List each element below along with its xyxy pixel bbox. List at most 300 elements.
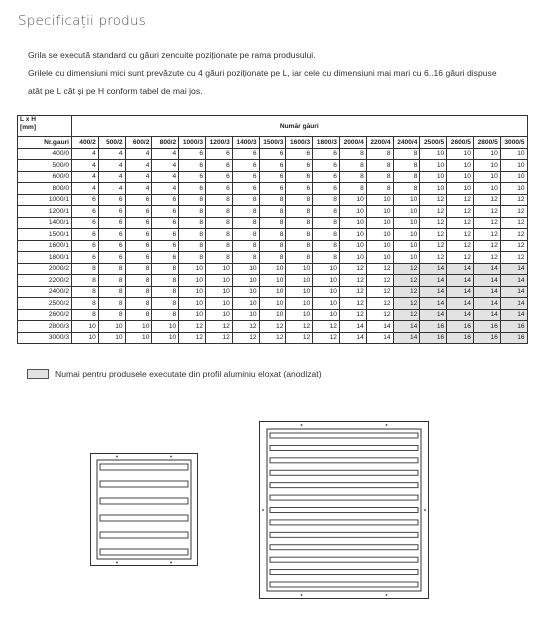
table-cell: 12 [447,240,474,252]
table-row [18,148,528,160]
mounting-hole [386,594,388,596]
table-group-header: Număr găuri [72,116,528,137]
table-cell: 12 [473,240,500,252]
table-cell: 8 [179,229,206,241]
table-row [18,298,528,310]
legend-text: Numai pentru produsele executate din profil aluminiu eloxat (anodizat) [55,369,322,379]
table-cell: 10 [205,309,232,321]
table-cell: 12 [179,332,206,344]
table-cell: 8 [286,194,313,206]
table-cell: 10 [500,171,527,183]
table-cell: 4 [72,148,99,160]
grille-slat [270,557,418,562]
grille-inner-frame [97,460,191,559]
table-cell: 16 [420,321,447,333]
grille-slat [270,445,418,450]
table-cell: 10 [313,263,340,275]
table-cell: 10 [473,148,500,160]
table-row [18,194,528,206]
table-cell: 10 [500,183,527,195]
table-cell: 12 [473,194,500,206]
table-cell: 12 [500,194,527,206]
table-cell: 4 [72,160,99,172]
table-row [18,332,528,344]
table-column-header: 3000/5 [500,137,527,149]
table-cell: 8 [259,194,286,206]
table-cell: 10 [232,309,259,321]
table-cell: 10 [152,332,179,344]
table-cell: 12 [473,252,500,264]
mounting-hole [424,509,426,511]
grille-slat [100,532,188,538]
table-column-header: 1000/3 [179,137,206,149]
table-cell: 8 [366,171,393,183]
table-cell: 10 [98,332,125,344]
table-cell: 12 [500,240,527,252]
table-column-header: 2400/4 [393,137,420,149]
table-column-header: 1500/3 [259,137,286,149]
table-cell: 10 [473,183,500,195]
table-cell: 6 [179,160,206,172]
table-cell: 10 [125,332,152,344]
paragraph-standard-holes: Grila se execută standard cu găuri zencuite poziționate pe rama produsului. [28,50,316,60]
table-cell: 10 [366,240,393,252]
table-cell: 6 [152,229,179,241]
table-cell: 12 [205,321,232,333]
table-cell: 10 [339,252,366,264]
table-row-label: 2200/2 [18,275,72,287]
table-cell: 10 [232,286,259,298]
table-row [18,263,528,275]
table-cell: 6 [313,171,340,183]
table-cell: 10 [339,229,366,241]
table-cell: 8 [232,194,259,206]
grille-slat [270,433,418,438]
table-cell: 14 [420,263,447,275]
table-row [18,217,528,229]
table-cell: 8 [72,263,99,275]
table-column-header: 1800/3 [313,137,340,149]
paragraph-hole-count: Grilele cu dimensiuni mici sunt prevăzute cu 4 găuri poziționate pe L, iar cele cu dimensiuni mai mari cu 6..16 găuri dispuse [28,68,497,78]
table-cell: 10 [339,240,366,252]
table-cell: 12 [366,286,393,298]
large-grille-drawing [259,421,429,599]
table-cell: 10 [179,275,206,287]
table-cell: 14 [420,275,447,287]
table-cell: 6 [98,252,125,264]
mounting-hole [386,424,388,426]
table-cell: 6 [259,160,286,172]
table-cell: 10 [393,252,420,264]
grille-slat [270,508,418,513]
table-cell: 8 [259,252,286,264]
table-cell: 10 [313,298,340,310]
table-cell: 8 [205,229,232,241]
table-cell: 8 [259,240,286,252]
table-cell: 14 [500,309,527,321]
table-cell: 10 [339,217,366,229]
table-row-label: 1000/1 [18,194,72,206]
grille-slat [270,570,418,575]
table-cell: 14 [339,332,366,344]
table-cell: 10 [393,206,420,218]
table-row [18,309,528,321]
table-cell: 14 [447,263,474,275]
table-cell: 8 [232,206,259,218]
table-cell: 6 [72,217,99,229]
table-cell: 12 [232,332,259,344]
table-cell: 14 [473,298,500,310]
grille-slat [270,532,418,537]
table-cell: 6 [179,171,206,183]
table-cell: 6 [286,183,313,195]
table-cell: 8 [125,309,152,321]
table-cell: 6 [98,229,125,241]
table-cell: 10 [259,275,286,287]
table-cell: 12 [420,240,447,252]
table-cell: 10 [313,275,340,287]
table-cell: 8 [179,217,206,229]
table-cell: 12 [205,332,232,344]
table-row [18,229,528,241]
table-column-header: 2800/5 [473,137,500,149]
table-cell: 6 [286,160,313,172]
table-cell: 8 [98,263,125,275]
table-cell: 14 [473,309,500,321]
table-cell: 8 [259,206,286,218]
table-cell: 14 [339,321,366,333]
table-cell: 10 [313,309,340,321]
table-cell: 14 [500,275,527,287]
table-cell: 10 [500,160,527,172]
table-cell: 8 [232,240,259,252]
table-cell: 14 [447,286,474,298]
table-cell: 10 [366,194,393,206]
table-cell: 8 [152,298,179,310]
table-cell: 6 [313,183,340,195]
table-row-label: 400/0 [18,148,72,160]
grille-slat [100,498,188,504]
table-cell: 12 [339,263,366,275]
table-cell: 14 [473,286,500,298]
table-row-label: 3000/3 [18,332,72,344]
table-cell: 14 [500,298,527,310]
table-cell: 8 [313,206,340,218]
table-cell: 8 [313,229,340,241]
table-cell: 6 [152,240,179,252]
table-cell: 12 [447,206,474,218]
grille-slat [270,483,418,488]
table-cell: 10 [98,321,125,333]
table-cell: 4 [152,148,179,160]
table-cell: 16 [420,332,447,344]
table-cell: 12 [393,263,420,275]
table-cell: 12 [393,275,420,287]
table-cell: 6 [286,171,313,183]
table-cell: 6 [98,217,125,229]
table-cell: 12 [473,217,500,229]
table-cell: 10 [205,263,232,275]
table-cell: 10 [447,160,474,172]
table-cell: 8 [286,217,313,229]
table-cell: 8 [179,206,206,218]
table-cell: 10 [420,160,447,172]
table-cell: 4 [152,160,179,172]
table-cell: 12 [339,298,366,310]
table-cell: 8 [98,275,125,287]
table-body [18,148,528,344]
table-cell: 14 [420,298,447,310]
table-cell: 12 [366,309,393,321]
table-cell: 16 [473,321,500,333]
table-cell: 8 [286,206,313,218]
table-cell: 6 [259,148,286,160]
table-cell: 8 [366,183,393,195]
table-corner-cell [18,116,72,137]
table-cell: 12 [500,252,527,264]
table-column-header: 1200/3 [205,137,232,149]
table-cell: 14 [473,263,500,275]
table-cell: 10 [232,275,259,287]
table-cell: 10 [420,171,447,183]
table-cell: 6 [125,240,152,252]
table-cell: 10 [393,229,420,241]
table-cell: 14 [447,275,474,287]
table-cell: 8 [286,252,313,264]
table-cell: 8 [393,183,420,195]
table-cell: 6 [72,252,99,264]
legend [27,369,322,379]
table-cell: 12 [259,321,286,333]
mounting-hole [301,594,303,596]
table-cell: 16 [447,332,474,344]
table-cell: 6 [205,148,232,160]
table-cell: 12 [339,309,366,321]
table-cell: 6 [125,217,152,229]
table-cell: 10 [205,298,232,310]
table-cell: 10 [420,183,447,195]
table-cell: 10 [447,171,474,183]
table-cell: 8 [72,309,99,321]
table-cell: 14 [393,332,420,344]
table-cell: 4 [152,171,179,183]
table-cell: 10 [286,298,313,310]
holes-spec-table [17,115,528,344]
table-column-header: 400/2 [72,137,99,149]
table-cell: 8 [125,298,152,310]
table-row [18,275,528,287]
table-cell: 6 [152,206,179,218]
table-cell: 6 [72,229,99,241]
table-row-label: 2500/2 [18,298,72,310]
table-cell: 6 [72,240,99,252]
table-cell: 6 [72,194,99,206]
grille-slat [100,481,188,487]
table-row [18,160,528,172]
table-cell: 4 [152,183,179,195]
table-cell: 10 [179,298,206,310]
table-cell: 6 [98,240,125,252]
table-row-label: 1800/1 [18,252,72,264]
table-column-header: 600/2 [125,137,152,149]
table-cell: 8 [152,275,179,287]
table-cell: 10 [366,252,393,264]
table-cell: 12 [500,217,527,229]
table-cell: 10 [447,183,474,195]
table-cell: 4 [98,171,125,183]
table-cell: 10 [179,263,206,275]
table-cell: 10 [72,321,99,333]
table-cell: 12 [366,275,393,287]
table-cell: 10 [125,321,152,333]
table-cell: 14 [420,286,447,298]
grille-slat [270,582,418,587]
table-cell: 4 [72,183,99,195]
table-cell: 8 [259,229,286,241]
table-cell: 16 [447,321,474,333]
small-grille-drawing [90,453,198,566]
table-cell: 6 [125,206,152,218]
mounting-hole [116,562,118,564]
table-cell: 6 [232,183,259,195]
table-cell: 10 [179,309,206,321]
table-cell: 12 [420,206,447,218]
table-cell: 10 [473,160,500,172]
table-cell: 8 [366,160,393,172]
table-cell: 12 [420,229,447,241]
table-cell: 12 [447,194,474,206]
table-cell: 8 [152,263,179,275]
table-cell: 10 [473,171,500,183]
table-cell: 6 [152,252,179,264]
table-cell: 8 [259,217,286,229]
table-cell: 12 [313,332,340,344]
table-row [18,183,528,195]
table-cell: 8 [366,148,393,160]
table-cell: 8 [205,240,232,252]
grille-slat [100,464,188,470]
table-cell: 12 [286,321,313,333]
table-column-header: 2200/4 [366,137,393,149]
table-cell: 10 [447,148,474,160]
grille-slat [270,545,418,550]
table-cell: 8 [232,252,259,264]
table-row [18,252,528,264]
table-cell: 4 [125,183,152,195]
table-cell: 8 [232,217,259,229]
table-cell: 10 [205,275,232,287]
table-row [18,206,528,218]
table-cell: 14 [393,321,420,333]
table-cell: 12 [473,229,500,241]
table-cell: 8 [313,194,340,206]
table-cell: 8 [179,194,206,206]
table-cell: 10 [286,275,313,287]
table-cell: 6 [152,194,179,206]
table-cell: 6 [232,160,259,172]
table-cell: 8 [72,298,99,310]
paragraph-table-reference: atât pe L cât și pe H conform tabel de mai jos. [28,86,203,96]
table-cell: 8 [232,229,259,241]
table-cell: 14 [500,263,527,275]
mounting-hole [301,424,303,426]
table-cell: 12 [447,229,474,241]
corner-unit-label: [mm] [20,124,37,131]
table-cell: 8 [313,252,340,264]
table-cell: 12 [420,252,447,264]
table-cell: 6 [259,183,286,195]
table-cell: 16 [473,332,500,344]
table-cell: 10 [393,240,420,252]
table-cell: 10 [339,194,366,206]
table-cell: 8 [179,240,206,252]
table-row-label: 500/0 [18,160,72,172]
table-column-header: 1600/3 [286,137,313,149]
table-cell: 8 [72,286,99,298]
table-cell: 8 [152,309,179,321]
table-cell: 14 [420,309,447,321]
table-cell: 10 [366,206,393,218]
table-cell: 8 [339,160,366,172]
table-column-header: 800/2 [152,137,179,149]
table-cell: 8 [152,286,179,298]
table-cell: 6 [205,160,232,172]
table-cell: 6 [205,171,232,183]
table-cell: 8 [393,160,420,172]
table-cell: 8 [205,206,232,218]
table-column-header: 2000/4 [339,137,366,149]
table-row [18,286,528,298]
table-cell: 4 [98,160,125,172]
legend-swatch [27,369,49,379]
table-cell: 6 [259,171,286,183]
table-cell: 8 [313,217,340,229]
table-cell: 8 [205,252,232,264]
grille-slat [270,470,418,475]
table-cell: 6 [232,171,259,183]
table-row [18,321,528,333]
table-cell: 6 [232,148,259,160]
table-cell: 12 [473,206,500,218]
table-cell: 10 [232,263,259,275]
table-row-label: 1500/1 [18,229,72,241]
table-cell: 10 [72,332,99,344]
table-cell: 8 [393,171,420,183]
table-cell: 8 [205,217,232,229]
table-cell: 14 [366,332,393,344]
table-column-header: 2600/5 [447,137,474,149]
table-cell: 12 [366,298,393,310]
table-cell: 12 [179,321,206,333]
table-row [18,171,528,183]
table-row-label: 2600/2 [18,309,72,321]
table-cell: 14 [447,298,474,310]
table-cell: 4 [72,171,99,183]
table-cell: 14 [500,286,527,298]
table-cell: 10 [366,217,393,229]
table-column-header: 500/2 [98,137,125,149]
grille-slat [270,520,418,525]
table-cell: 14 [366,321,393,333]
table-row-label: 1400/1 [18,217,72,229]
table-cell: 12 [500,206,527,218]
table-cell: 8 [72,275,99,287]
mounting-hole [170,562,172,564]
table-cell: 4 [98,183,125,195]
table-row-label: 2400/2 [18,286,72,298]
table-cell: 12 [366,263,393,275]
mounting-hole [262,509,264,511]
